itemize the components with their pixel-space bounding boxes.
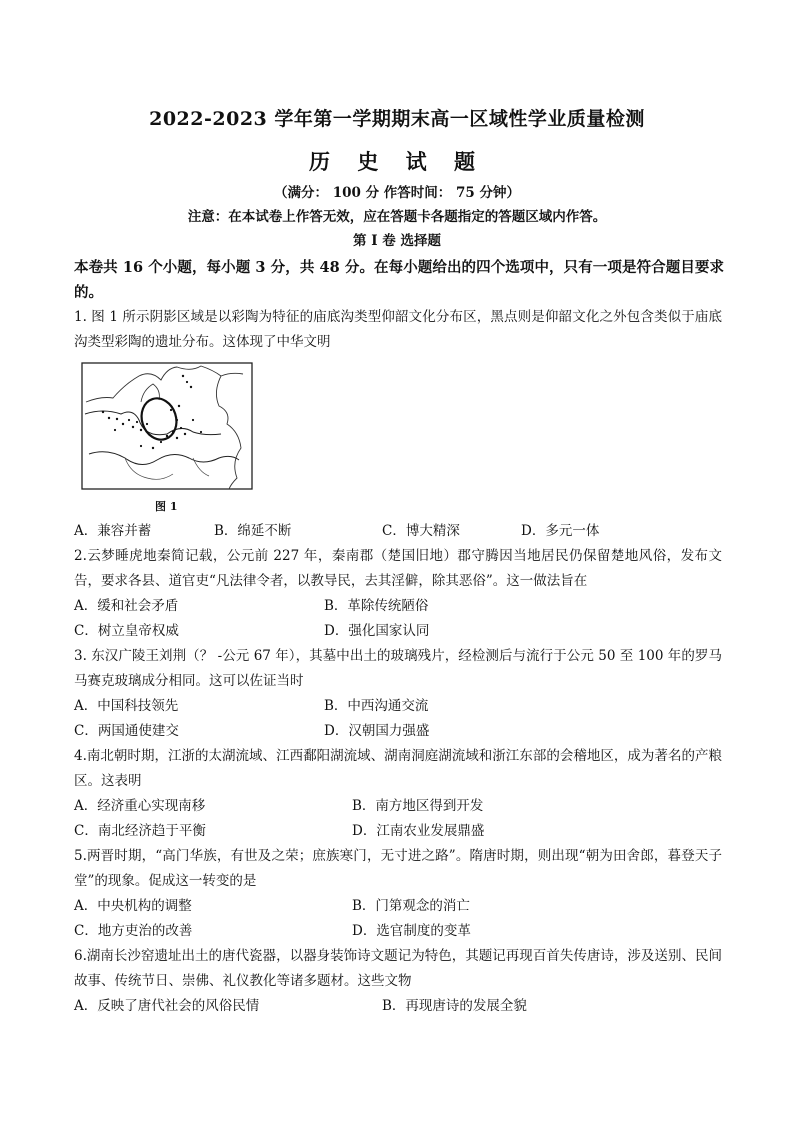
figure-caption: 图 1 xyxy=(155,500,178,513)
question-1-stem: 1. 图 1 所示阴影区域是以彩陶为特征的庙底沟类型仰韶文化分布区，黑点则是仰韶文化之外包含类似于庙底沟类型彩陶的遗址分布。这体现了中华文明 xyxy=(74,309,722,350)
q1-option-c: C．博大精深 xyxy=(382,523,460,539)
question-6-stem: 6.湖南长沙窑遗址出土的唐代瓷器，以器身装饰诗文题记为特色，其题记再现百首失传唐诗，涉及送别、民间故事、传统节日、崇佛、礼仪教化等诸多题材。这些文物 xyxy=(74,948,722,989)
q1-option-d: D．多元一体 xyxy=(521,523,600,539)
q2-option-c: C．树立皇帝权威 xyxy=(74,623,179,639)
q4-option-d: D．江南农业发展鼎盛 xyxy=(352,823,485,839)
section-heading: 第 Ⅰ 卷 选择题 xyxy=(353,233,441,249)
question-4-stem: 4.南北朝时期，江浙的太湖流域、江西鄱阳湖流域、湖南洞庭湖流域和浙江东部的会稽地区，成为著名的产粮区。这表明 xyxy=(74,748,722,789)
q2-option-b: B．革除传统陋俗 xyxy=(324,598,429,614)
score-line: （满分： 100 分 作答时间： 75 分钟） xyxy=(274,185,520,201)
q3-option-b: B．中西沟通交流 xyxy=(324,698,429,714)
q6-option-b: B．再现唐诗的发展全貌 xyxy=(382,998,527,1014)
q4-option-b: B．南方地区得到开发 xyxy=(352,798,484,814)
question-5-stem: 5.两晋时期，“高门华族，有世及之荣；庶族寒门，无寸进之路”。隋唐时期，则出现“朝为田舍郎，暮登天子堂”的现象。促成这一转变的是 xyxy=(74,848,722,889)
q5-option-b: B．门第观念的消亡 xyxy=(352,898,470,914)
q2-option-d: D．强化国家认同 xyxy=(324,623,430,639)
subject-title: 历 史 试 题 xyxy=(309,149,485,174)
q5-option-d: D．选官制度的变革 xyxy=(352,923,471,939)
q1-option-b: B．绵延不断 xyxy=(214,523,292,539)
yangshao-distribution-map xyxy=(81,362,253,490)
notice-line: 注意：在本试卷上作答无效，应在答题卡各题指定的答题区域内作答。 xyxy=(187,209,607,225)
q4-option-a: A．经济重心实现南移 xyxy=(74,798,206,814)
q6-option-a: A．反映了唐代社会的风俗民情 xyxy=(74,998,260,1014)
q5-option-c: C．地方吏治的改善 xyxy=(74,923,193,939)
section-intro: 本卷共 16 个小题，每小题 3 分，共 48 分。在每小题给出的四个选项中，只有一项是符合题目要求的。 xyxy=(74,259,724,301)
q1-option-a: A．兼容并蓄 xyxy=(74,523,152,539)
q5-option-a: A．中央机构的调整 xyxy=(74,898,192,914)
q3-option-a: A．中国科技领先 xyxy=(74,698,179,714)
q4-option-c: C．南北经济趋于平衡 xyxy=(74,823,206,839)
exam-title: 2022-2023 学年第一学期期末高一区域性学业质量检测 xyxy=(149,108,645,130)
q2-option-a: A．缓和社会矛盾 xyxy=(74,598,179,614)
question-3-stem: 3. 东汉广陵王刘荆（？ -公元 67 年），其墓中出土的玻璃残片，经检测后与流行于公元 50 至 100 年的罗马马赛克玻璃成分相同。这可以佐证当时 xyxy=(74,648,722,689)
question-2-stem: 2.云梦睡虎地秦简记载，公元前 227 年，秦南郡（楚国旧地）郡守腾因当地居民仍保留楚地风俗，发布文告，要求各县、道官吏“凡法律令者，以教导民，去其淫僻，除其恶俗”。这一做法旨在 xyxy=(74,548,722,589)
q3-option-d: D．汉朝国力强盛 xyxy=(324,723,430,739)
q3-option-c: C．两国通使建交 xyxy=(74,723,179,739)
